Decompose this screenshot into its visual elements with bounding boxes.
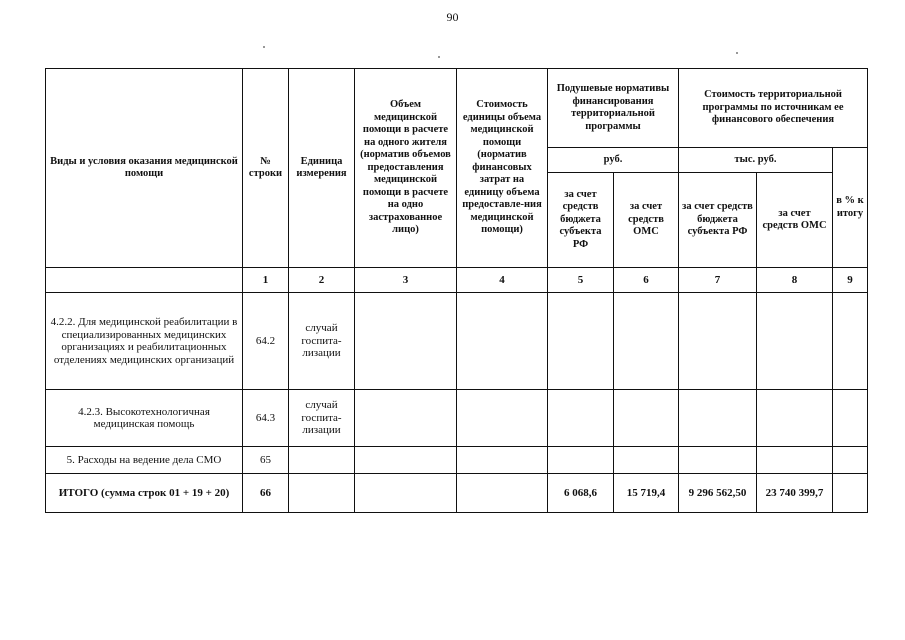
- row-budget-thousand: [679, 447, 757, 474]
- total-budget-rub: 6 068,6: [548, 474, 614, 513]
- column-number: 6: [614, 268, 679, 293]
- row-unit-cost: [457, 293, 548, 390]
- column-number: 1: [243, 268, 289, 293]
- total-oms-rub: 15 719,4: [614, 474, 679, 513]
- total-unit-cost: [457, 474, 548, 513]
- header-row-1: [46, 69, 868, 148]
- row-name: 4.2.3. Высокотехнологичная медицинская помощь: [46, 390, 243, 447]
- row-unit-cost: [457, 447, 548, 474]
- row-unit: [289, 447, 355, 474]
- row-line-number: 64.2: [243, 293, 289, 390]
- row-volume: [355, 293, 457, 390]
- row-oms-rub: [614, 390, 679, 447]
- financing-table: [45, 68, 868, 513]
- header-budget-thousand: за счет средств бюджета субъекта РФ: [679, 173, 757, 268]
- column-number-row: [46, 268, 868, 293]
- total-line-number: 66: [243, 474, 289, 513]
- row-budget-thousand: [679, 293, 757, 390]
- header-per-capita: Подушевые нормативы финансирования территориальной программы: [548, 69, 679, 148]
- row-volume: [355, 447, 457, 474]
- row-line-number: 65: [243, 447, 289, 474]
- row-budget-rub: [548, 447, 614, 474]
- row-oms-thousand: [757, 293, 833, 390]
- header-type: Виды и условия оказания медицинской помощи: [46, 69, 243, 268]
- row-percent: [833, 447, 868, 474]
- column-number: 3: [355, 268, 457, 293]
- column-number: 9: [833, 268, 868, 293]
- column-number: 5: [548, 268, 614, 293]
- row-unit-cost: [457, 390, 548, 447]
- row-unit: случай госпита-лизации: [289, 293, 355, 390]
- table-row: [46, 447, 868, 474]
- column-number: 7: [679, 268, 757, 293]
- page-number: 90: [446, 10, 459, 24]
- row-oms-rub: [614, 293, 679, 390]
- header-budget-rub: за счет средств бюджета субъекта РФ: [548, 173, 614, 268]
- row-volume: [355, 390, 457, 447]
- row-oms-thousand: [757, 390, 833, 447]
- column-number: 4: [457, 268, 548, 293]
- total-oms-thousand: 23 740 399,7: [757, 474, 833, 513]
- total-volume: [355, 474, 457, 513]
- header-line-number: № строки: [243, 69, 289, 268]
- row-budget-rub: [548, 390, 614, 447]
- header-unit-cost: Стоимость единицы объема медицинской помощи (норматив финансовых затрат на единицу объема предоставле-ния медицинской помощи): [457, 69, 548, 268]
- header-oms-thousand: за счет средств ОМС: [757, 173, 833, 268]
- table-row: [46, 293, 868, 390]
- header-unit-rub: руб.: [548, 148, 679, 173]
- scan-speck: [263, 46, 265, 48]
- header-oms-rub: за счет средств ОМС: [614, 173, 679, 268]
- row-name: 5. Расходы на ведение дела СМО: [46, 447, 243, 474]
- header-program-cost: Стоимость территориальной программы по источникам ее финансового обеспечения: [679, 69, 868, 148]
- column-number: 8: [757, 268, 833, 293]
- row-oms-rub: [614, 447, 679, 474]
- total-name: ИТОГО (сумма строк 01 + 19 + 20): [46, 474, 243, 513]
- column-number: 2: [289, 268, 355, 293]
- row-unit: случай госпита-лизации: [289, 390, 355, 447]
- header-unit-thousand-rub: тыс. руб.: [679, 148, 833, 173]
- row-budget-thousand: [679, 390, 757, 447]
- total-unit: [289, 474, 355, 513]
- total-percent: [833, 474, 868, 513]
- scan-speck: [438, 56, 440, 58]
- header-volume: Объем медицинской помощи в расчете на одного жителя (норматив объемов предоставления медицинской помощи в расчете на одно застрахованное лицо): [355, 69, 457, 268]
- total-budget-thousand: 9 296 562,50: [679, 474, 757, 513]
- column-number-empty: [46, 268, 243, 293]
- row-line-number: 64.3: [243, 390, 289, 447]
- header-unit: Единица измерения: [289, 69, 355, 268]
- row-percent: [833, 390, 868, 447]
- scan-speck: [736, 52, 738, 54]
- total-row: [46, 474, 868, 513]
- row-oms-thousand: [757, 447, 833, 474]
- table-row: [46, 390, 868, 447]
- row-budget-rub: [548, 293, 614, 390]
- row-name: 4.2.2. Для медицинской реабилитации в специализированных медицинских организациях и реабилитационных отделениях медицинских организаций: [46, 293, 243, 390]
- row-percent: [833, 293, 868, 390]
- header-percent: в % к итогу: [833, 148, 868, 268]
